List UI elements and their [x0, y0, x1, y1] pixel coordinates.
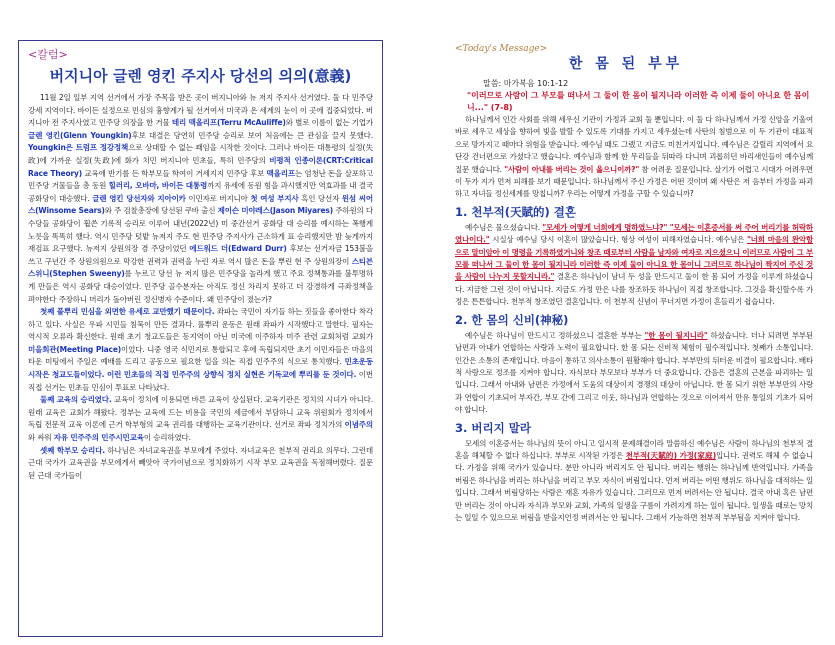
body-text: 주하원의 다수당들 공화당이 휩쓴 기록적 승리로 이루어 내년(2022년) 미 중간선거 공화당 대 승리를 예시하는 폭행계 노릇을 똑똑히 했다. 역시 민주당 텃밭 뉴저지 주도 현 민주당 주지사가 근소하게 표 승리했지만 밤 늦게까지 재검표 요구했다. 뉴저지 상원의장 겸 주당이었던	[28, 206, 373, 254]
highlight-text: 미을회관(Meeting Place)	[28, 344, 122, 354]
right-page	[417, 0, 835, 645]
highlight-text: 에드워드 더(Edward Durr)	[189, 244, 287, 254]
column-article-box	[18, 40, 383, 637]
highlight-text: 글렌 영킨 당선자와 지아이카	[92, 193, 186, 203]
verse-reference: 말씀: 마가복음 10:1-12	[483, 79, 569, 88]
body-text: 와 별로 이름이 없는 기업가	[285, 118, 374, 128]
section-3-quote-a: 천부적(天賦的) 가정(家庭)	[625, 450, 716, 460]
highlight-text: 윈섬 씨어스(Winsome Sears)	[28, 193, 374, 216]
highlight-text: 첫째 풀뿌리 민심을 외면한 유세로 교만했기 때문이다.	[40, 307, 215, 317]
section-1-heading: 1. 천부적(天賦的) 결혼	[455, 204, 576, 219]
highlight-text: Youngkin은 트럼프 정강정책	[28, 143, 129, 153]
highlight-text: 비평적 인종이론(CRT:Critical Race Theory)	[28, 155, 373, 178]
section-1-text-a: 예수님은 물으셨습니다.	[465, 222, 543, 232]
body-text: 흑인 당선자	[298, 193, 342, 203]
highlight-text: 첫 여성 부지사	[250, 193, 299, 203]
highlight-text: 민초운동 시작은 청교도들이었다. 이런 민초들의 직접 민주주의 상향식 정치 실현은 기독교에 뿌리를 둔 것이다.	[28, 357, 373, 380]
body-text: 이 승리하였다.	[143, 433, 191, 443]
section-1-quote-b: "너희 마음의 완악함으로 말미암아 이 명령을 기록하였거니와 창조 때로부터 사람을 남자와 여자로 지으셨으니 이러므로 사람이 그 부모를 떠나서 그 둘이 한 몸이 될지니라 이러한 즉 이제 둘이 아니요 한 몸이니 그러므로 하나님이 짝지어 주신 것을 사람이 나누지 못할지니라."	[455, 235, 813, 282]
section-2-body	[455, 330, 813, 417]
section-1-quote-a: "모세가 어떻게 너희에게 명하였느냐?" "모세는 이혼증서를 써 주어 버리기를 허락하였나이다."	[455, 222, 813, 245]
message-tag: <Today's Message>	[455, 44, 548, 54]
intro-quote: "사람이 아내를 버리는 것이 옳으니이까?"	[504, 164, 640, 174]
highlight-text: 테리 맥올리프(Terru McAuliffe)	[171, 118, 286, 128]
section-1-body	[455, 222, 813, 309]
body-text: 11월 2일 일부 지역 선거에서 가장 주목을 받은 곳이 버지니아와 뉴 저지 주지사 선거였다. 둘 다 민주당 강세 지역이다. 바이든 실정으로 민심의 흉향계가 될 선거여서 미국과 온 세계의 눈이 이 곳에 집중되었다. 버지니아 전 주지사였고 민주당 의장을 한 거물	[28, 93, 373, 128]
section-2-text-b: 하셨습니다. 더나 되려면 부부된 남편과 아내가 연합하는 사랑과 노력이 필요합니다. 한 몸 되는 신비적 체험이 필수적입니다. 첫째가 소통입니다. 인간은 소통의 존재입니다. 마음이 통하고 의사소통이 원활해야 합니다. 부부만의 뒤터운 비결이 필요합니다. 배타적 사랑으로 정조를 지켜야 합니다. 자식보다 부모보다 부부가 더 중요합니다. 간음은 결혼의 근본을 파괴하는 일입니다. 그래서 아내와 남편은 가정에서 도움의 대상이지 경쟁의 대상이 아닙니다. 한 몸 되기 위한 부부만의 사랑과 연합이 기초되어 부자간, 부모 간에 그리고 이웃, 하나님과 연합하는 것으로 이어져서 만유 통일의 기초가 되어야 합니다.	[455, 330, 813, 415]
column-paragraph	[28, 394, 373, 444]
body-text: 와 싸워	[28, 433, 54, 443]
body-text: 교육에 반기를 든 학부모들 학여이 거세지지 민주당 후보	[82, 168, 267, 178]
section-2-quote-a: "한 몸이 될지니라"	[644, 330, 708, 340]
column-paragraph	[28, 92, 373, 306]
message-content	[455, 78, 813, 524]
section-3-text-b: 입니다. 권력도 해체 수 없습니다. 가정을 위해 국가가 있습니다. 분만 아니라 버리지도 안 됩니다. 버리는 행위는 하나님께 반역입니다. 가족을 버림은 하나님을 버리는 하나님을 버리고 부모 자식이 버림입니다. 먼저 버리는 어떤 행위도 하나님을 대적하는 일입니다. 그래서 버림당하는 사람은 재혼 자유가 있습니다. 그러므로 먼저 버려서는 안 됩니다. 결국 아내 혹은 남편만 버리는 것이 아니라 자식과 부모와 교회, 가족의 일생을 구름이 가려지게 하는 일이 됩니다. 일생을 때로는 망치는 일일 수 있으므로 버림을 받을지언정 버려서는 안 됩니다. 그래서 가능하면 천부적 부부됨을 지켜야 합니다.	[455, 450, 813, 522]
body-text: 까지 유세에 동원 힘을 과시했지만 역효과를 내 결국 공화당이 대승했다.	[28, 181, 373, 203]
body-text: 이번 직접 선거는 민초들 민심이 투표로 나타났다.	[28, 370, 373, 392]
highlight-text: 맥올리프	[266, 168, 295, 178]
body-text: 를 누르고 당선 뉴 저지 많은 민주당을 놀라게 했고 주요 정책통과를 불투명하게 만들은 역시 공화당 대승이었다. 민주당 골수분자는 아직도 정신 차리지 못하고 더 강경하게 극좌정책을 펴야한다 주장하니 머리가 돌아버린 정신병자 수준이다. 왜 민주당이 졌는가?	[28, 269, 373, 304]
body-text: 교육이 정치에 이용되면 바른 교육이 상실된다. 교육기관은 정치의 시녀가 아니다. 원래 교육은 교회가 해왔다. 정부는 교육에 드는 비용을 국민의 세금에서 부담하니 교육 위원회가 정치에서 독립 전문적 교육 이론에 근거 학부형의 교육 권리를 대행하는 교육기관이다. 선거로 좌파 정치가의	[28, 395, 373, 430]
section-3-heading: 3. 버리지 말라	[455, 420, 531, 435]
column-body	[28, 92, 373, 482]
highlight-text: 힐러리, 오바마, 바이든 대통령	[108, 181, 208, 191]
intro-text: 하나님께서 인간 사회를 위해 세우신 기관이 가정과 교회 둘 뿐입니다. 이 둘 다 하나님께서 가정 신앙을 기울여 바로 세우고 세상을 향하여 빛을 발할 수 있도록 기대를 가지고 세우셨는데 사탄의 침범으로 이 두 기관이 대표적으로 망가지고 때마다 위험을 받습니다. 예수님 때도 그랬고 지금도 미친거지입니다. 예수님은 갈릴리 지역에서 요단강 건너편으로 가셨다고 했습니다. 예수님과 함께 한 무리들을 뒤따라 다니며 괴롭히던 바리새인들이 예수님께 질문 했습니다.	[455, 115, 813, 174]
column-tag: <칼럼>	[28, 48, 68, 61]
section-3-body	[455, 438, 813, 525]
section-2-heading: 2. 한 몸의 신비(神秘)	[455, 312, 569, 327]
left-page	[0, 0, 417, 645]
intro-paragraph	[455, 114, 813, 201]
highlight-text: 자유 민주주의 민주시민교육	[53, 433, 144, 443]
message-title: 한 몸 된 부부	[568, 56, 684, 72]
body-text: 하나님은 자녀교육권을 부모에게 주었다. 자녀교육은 천부적 권리요 의무다. 그런데 근대 국가가 교육권을 부모에게서 빼앗아 국가이념으로 정치화하기 시작 부모 교육권을 독점해버렸다. 질문된 근대 국가들이	[28, 445, 373, 480]
intro-end: 참 어려운 질문입니다. 살기가 어렵고 시대가 어려우면 이 두가 지가 먼저 피해를 보기 때문입니다. 하나님께서 주신 가정은 어떤 것이며 왜 사탄은 저 음부터 가정을 파괴하고 자녀들 정신세계를 망칩니까? 우리는 어떻게 가정을 구할 수 있습니까?	[455, 164, 813, 199]
body-text: 와 주 검찰총장에 당선된 쿠바 출신	[104, 206, 218, 216]
section-1-text-c: 결혼은 하나님이 남녀 두 성을 만드시고 둘이 한 몸 되어 가정을 이루게 하셨습니다. 지금한 그런 것이 아닙니다. 지금도 가정 만은 나를 창조하듯 하나님이 직접 창조합니다. 그것을 확신할수록 가정은 튼튼합니다. 천부적 창조였던 결혼입니다. 이 천부적 신념이 무너지면 가정이 흔들리기 쉽습니다.	[455, 272, 813, 307]
body-text: 좌파는 국민이 자기들 하는 짓들을 좋아한다 착각하고 있다. 사실은 우파 시민들 침묵이 만든 결과다. 풀뿌리 운동은 원래 좌파가 시작했다고 말한다. 필자는 역시적 오류라 확신한다. 원래 초기 청교도들은 동지역이 아닌 미국에 이주하자 미주 관련 교회처럼 교회가	[28, 307, 373, 342]
highlight-text: 스티븐 스위니(Stephen Sweeny)	[28, 256, 373, 279]
highlight-text: 셋째 학부모 승리다.	[40, 445, 105, 455]
highlight-text: 이념주의	[344, 420, 373, 430]
body-text: 후보 대결은 당연히 민주당 승리로 보여 처음에는 큰 관심을 끌지 못했다.	[131, 130, 373, 140]
body-text: 이었다. 니중 영국 식민지로 통합되고 후에 독립되지만 초기 이민자들은 마을의 타운 미팅에서 주일은 예배를 드리고 공동으로 필요한 일을 의논 직접 민주주의 식으로 통치했다.	[28, 344, 373, 367]
body-text: 후보는 선거자금 153불을 쓰고 구년간 주 상원의원으로 막강한 권력과 권력을 누린 자로 역시 많은 돈을 뿌린 현 주 상원의장이	[28, 244, 373, 266]
section-3-text-a: 모세의 이혼증서는 하나님의 뜻이 아니고 일시적 문제해결이라 말씀하신 예수님은 사람이 하나님의 천부적 결혼을 해체할 수 없다 하십니다. 부부로 시작된 가정은	[455, 438, 813, 460]
verse-quote: "이러므로 사람이 그 부모를 떠나서 그 둘이 한 몸이 될지니라 이러한 즉 이제 둘이 아니요 한 몸이니..." (7-8)	[467, 91, 810, 112]
highlight-text: 글렌 영킨(Glenn Youngkin)	[28, 130, 132, 140]
body-text: 이민자로 버지니아	[185, 193, 251, 203]
column-paragraph	[28, 306, 373, 394]
section-2-text-a: 예수님은 하나님이 만드시고 정하셨으니 결혼한 부부는	[465, 330, 645, 340]
highlight-text: 제이슨 미야레스(Jason Miyares)	[217, 206, 334, 216]
column-title: 버지니아 글렌 영킨 주지사 당선의 의의(意義)	[49, 67, 352, 85]
section-1-text-b: 시실상 예수님 당시 이혼이 많았습니다. 형상 여성이 피해자였습니다. 예수님은	[489, 235, 747, 245]
body-text: 으로 상대할 수 없는 꽤임을 시작한 것이다. 그러나 바이든 대통령의 실정(失政)에 가까운 실정(失政)에 화가 치민 버지니아 민초들, 특히 민주당의	[28, 143, 373, 165]
body-text: 는 엄청난 돈을 살포하고 민주당 거물들을 총 동원	[28, 168, 373, 191]
highlight-text: 둘째 교육의 승리였다.	[40, 395, 112, 405]
column-paragraph	[28, 445, 373, 483]
